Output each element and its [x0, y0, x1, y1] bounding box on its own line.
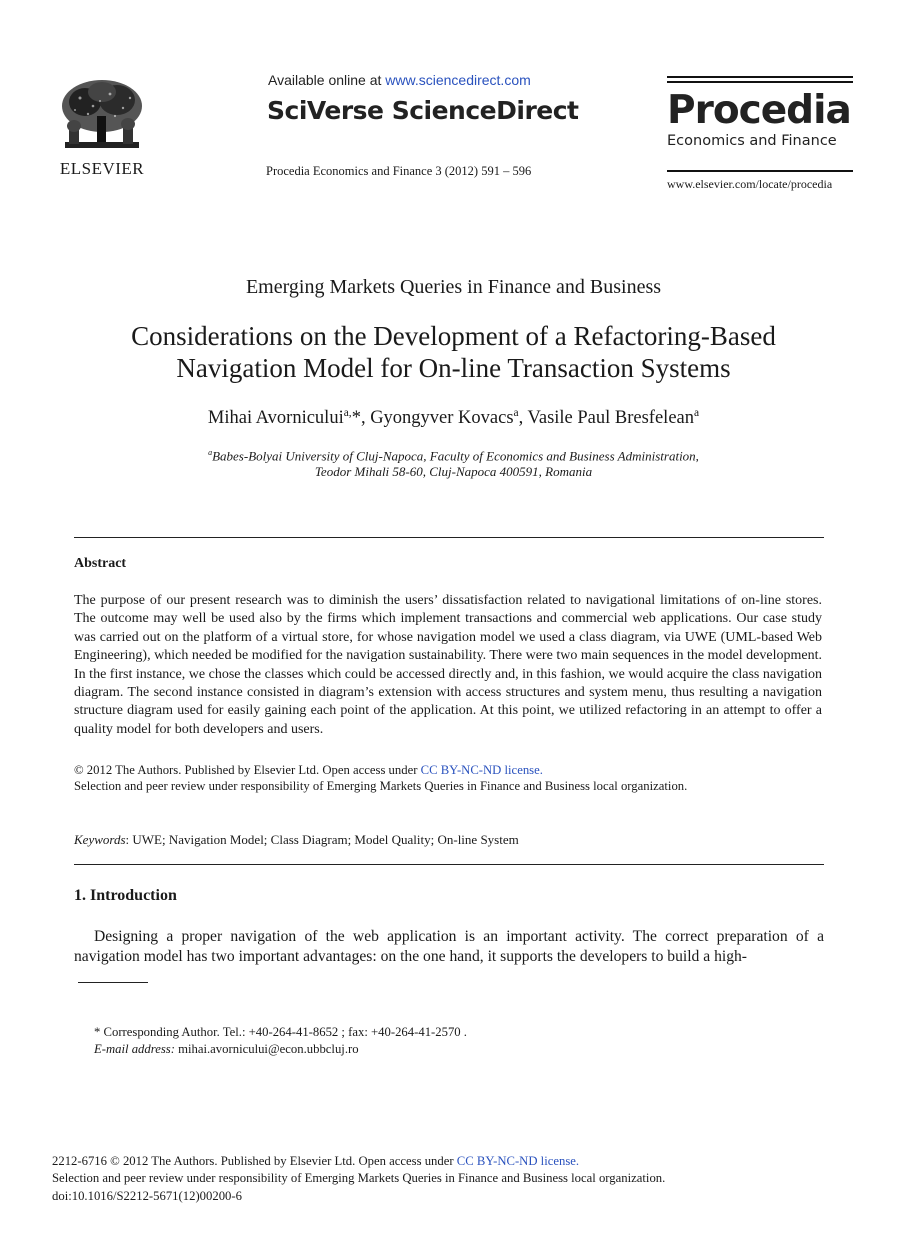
- keywords-values: : UWE; Navigation Model; Class Diagram; Model Quality; On-line System: [125, 832, 519, 847]
- elsevier-logo: [52, 76, 152, 180]
- author-name: Gyongyver Kovacs: [370, 408, 514, 429]
- keywords-label: Keywords: [74, 832, 126, 847]
- footer-license-link[interactable]: CC BY-NC-ND license.: [456, 1154, 580, 1168]
- issn-line: [52, 1153, 665, 1170]
- issn-text: 2212-6716 © 2012 The Authors. Published by Elsevier Ltd. Open access under: [52, 1154, 457, 1168]
- footer-peer-review: Selection and peer review under responsibility of Emerging Markets Queries in Finance and Business local organization.: [52, 1171, 666, 1186]
- procedia-subtitle: Economics and Finance: [667, 133, 837, 149]
- available-prefix: Available online at: [268, 72, 386, 88]
- article-title: [60, 320, 847, 384]
- abstract-text: The purpose of our present research was to diminish the users’ dissatisfaction related to navigational limitations of on-line stores. The outcome may well be used also by the firms which implement transactions and commercial web applications. Our case study was carried out on the platform of a virtual store, for whose navigation model we used a class diagram, via UWE (UML-based Web Engineering), which needed be modified for the navigation sustainability. There were two main sequences in the model development. In the first instance, we chose the classes which could be accessed directly and, in this fashion, we would acquire the class navigation diagram. The second instance consisted in diagram’s extension with access structures and system menu, thus resulting a navigation structure diagram used for easily gaining each point of the application. At this point, we utilized refactoring in an attempt to offer a quality model for both developers and users.: [74, 593, 822, 737]
- page-footer: [52, 1153, 665, 1205]
- author-list: [0, 407, 907, 429]
- sciencedirect-link[interactable]: www.sciencedirect.com: [385, 72, 531, 88]
- section-heading: 1. Introduction: [74, 887, 177, 904]
- divider: [74, 864, 824, 865]
- conference-name: Emerging Markets Queries in Finance and Business: [245, 276, 662, 298]
- author-separator: ,: [360, 408, 371, 429]
- author-name: Mihai Avornicului: [207, 408, 344, 429]
- license-link[interactable]: CC BY-NC-ND license.: [420, 763, 543, 777]
- email-address: mihai.avornicului@econ.ubbcluj.ro: [174, 1042, 359, 1056]
- procedia-url-link[interactable]: www.elsevier.com/locate/procedia: [667, 177, 833, 191]
- footnote-rule: [78, 982, 148, 983]
- procedia-bottom-rule: [667, 170, 853, 172]
- author-separator: ,: [518, 408, 528, 429]
- procedia-rule: [667, 81, 853, 83]
- email-label: E-mail address:: [94, 1042, 175, 1056]
- affiliation-sup: a: [208, 448, 213, 457]
- footnote: [94, 1024, 467, 1058]
- copyright-text: © 2012 The Authors. Published by Elsevier Ltd. Open access under: [74, 763, 421, 777]
- procedia-rule: [667, 76, 853, 78]
- affiliation-line: [0, 445, 907, 464]
- author-name: Vasile Paul Bresfelean: [527, 408, 694, 429]
- journal-reference: Procedia Economics and Finance 3 (2012) 591 – 596: [266, 164, 532, 178]
- abstract-heading: Abstract: [74, 556, 127, 571]
- introduction-text: Designing a proper navigation of the web application is an important activity. The correct preparation of a navigation model has two important advantages: on the one hand, it supports the developers to build a high-: [74, 928, 824, 965]
- corresponding-mark: *: [351, 408, 361, 429]
- elsevier-tree-icon: [55, 76, 149, 158]
- procedia-logo: [667, 76, 853, 149]
- elsevier-wordmark: ELSEVIER: [59, 159, 145, 178]
- copyright-line: [74, 762, 822, 778]
- affiliation-text: Babes-Bolyai University of Cluj-Napoca, Faculty of Economics and Business Administration,: [212, 448, 699, 464]
- email-line: [94, 1041, 467, 1058]
- sciverse-logo: SciVerse ScienceDirect: [267, 96, 579, 125]
- procedia-title: Procedia: [667, 88, 851, 133]
- doi: doi:10.1016/S2212-5671(12)00200-6: [52, 1188, 242, 1203]
- author-affil-sup: a,: [343, 407, 352, 419]
- author-affil-sup: a: [513, 407, 519, 419]
- author-affil-sup: a: [694, 407, 700, 419]
- title-line: Navigation Model for On-line Transaction Systems: [176, 353, 731, 383]
- copyright-block: [74, 762, 822, 794]
- title-line: Considerations on the Development of a Refactoring-Based: [131, 321, 776, 351]
- affiliation: [0, 445, 907, 480]
- corresponding-author: * Corresponding Author. Tel.: +40-264-41-8652 ; fax: +40-264-41-2570 .: [94, 1025, 467, 1039]
- peer-review-line: Selection and peer review under responsibility of Emerging Markets Queries in Finance and Business local organization.: [74, 779, 688, 793]
- affiliation-line: Teodor Mihali 58-60, Cluj-Napoca 400591, Romania: [314, 464, 593, 480]
- keywords: [74, 832, 519, 848]
- divider: [74, 537, 824, 538]
- available-online: [268, 72, 531, 88]
